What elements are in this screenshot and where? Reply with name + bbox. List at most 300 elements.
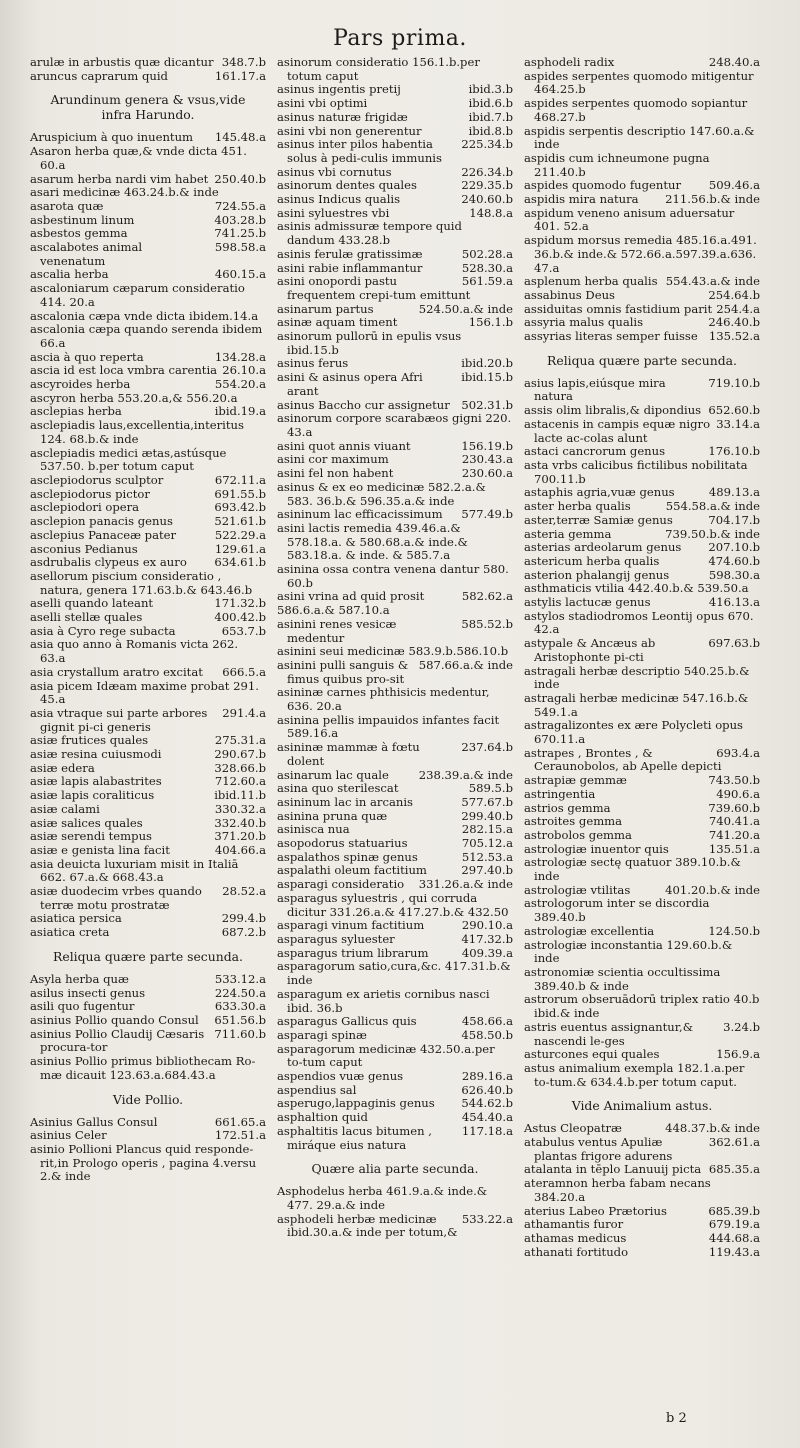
section-heading: Quære alia parte secunda. bbox=[311, 1161, 479, 1177]
entry-text: asini rabie inflammantur bbox=[277, 260, 423, 275]
index-entry bbox=[524, 500, 760, 514]
index-entry bbox=[524, 665, 760, 692]
entry-text: asia picem Idæam maxime probat 291. 45.a bbox=[30, 678, 259, 707]
entry-text: asparagorum medicinæ 432.50.a.per to-tum caput bbox=[277, 1041, 495, 1070]
entry-text: astrobolos gemma bbox=[524, 827, 632, 842]
index-entry bbox=[30, 912, 266, 926]
entry-text: asparagus syluestris , qui corruda dicitur 331.26.a.& 417.27.b.& 432.50 bbox=[277, 890, 509, 919]
index-entry bbox=[277, 796, 513, 810]
index-entry bbox=[30, 392, 266, 406]
entry-text: atalanta in tēplo Lanuuij picta bbox=[524, 1162, 702, 1177]
index-entry bbox=[30, 268, 266, 282]
entry-text: asius lapis,eiúsque mira natura bbox=[524, 375, 666, 404]
page-reference: 240.60.b bbox=[461, 192, 513, 207]
index-entry bbox=[277, 412, 513, 439]
page-reference: 176.10.b bbox=[708, 444, 760, 459]
index-entry bbox=[524, 788, 760, 802]
index-entry bbox=[30, 186, 266, 200]
index-entry bbox=[277, 125, 513, 139]
index-entry bbox=[277, 837, 513, 851]
page-reference: 589.5.b bbox=[468, 781, 513, 796]
entry-text: asinus ingentis pretij bbox=[277, 82, 401, 97]
page-reference: 129.61.a bbox=[214, 541, 266, 556]
index-entry bbox=[277, 563, 513, 590]
section-heading: Reliqua quære parte secunda. bbox=[53, 948, 243, 964]
index-column-left bbox=[30, 56, 266, 1184]
entry-text: athamantis furor bbox=[524, 1217, 624, 1232]
index-entry bbox=[30, 858, 266, 885]
index-entry bbox=[277, 1213, 513, 1240]
entry-text: asphodeli radix bbox=[524, 55, 615, 69]
page-reference: 275.31.a bbox=[214, 733, 266, 748]
entry-text: asinorum pullorū in epulis vsus ibid.15.b bbox=[277, 329, 462, 357]
page-reference: 229.35.b bbox=[461, 178, 513, 193]
index-entry bbox=[277, 248, 513, 262]
index-entry bbox=[277, 714, 513, 741]
entry-text: asinus ferus bbox=[277, 356, 349, 371]
entry-text: astacenis in campis equæ nigro lacte ac-colas alunt bbox=[524, 416, 711, 445]
entry-text: astypale & Ancæus ab Aristophonte pi-cti bbox=[524, 636, 656, 664]
entry-text: asia à Cyro rege subacta bbox=[30, 623, 176, 638]
section-heading: Arundinum genera & vsus,vide infra Harundo. bbox=[50, 92, 246, 123]
entry-text: aterius Labeo Prætorius bbox=[524, 1203, 667, 1218]
page-reference: 254.4.a bbox=[716, 301, 760, 316]
index-entry bbox=[30, 282, 266, 309]
entry-text: asinorum corpore scarabæos gigni 220. 43.a bbox=[277, 411, 512, 439]
page-reference: 705.12.a bbox=[461, 836, 513, 851]
page-reference: 332.40.b bbox=[214, 815, 266, 830]
index-entry bbox=[277, 645, 513, 659]
index-entry bbox=[524, 179, 760, 193]
index-entry bbox=[524, 514, 760, 528]
index-entry bbox=[524, 815, 760, 829]
index-entry bbox=[524, 1232, 760, 1246]
entry-text: asinina pruna quæ bbox=[277, 808, 388, 823]
index-entry bbox=[30, 378, 266, 392]
page-reference: 521.61.b bbox=[214, 514, 266, 529]
page-reference: ibid.15.b bbox=[461, 370, 513, 385]
page-reference: 502.31.b bbox=[461, 397, 513, 412]
index-entry bbox=[30, 1143, 266, 1184]
entry-text: asphaltion quid bbox=[277, 1110, 368, 1125]
index-entry bbox=[277, 1111, 513, 1125]
page-reference: 544.62.b bbox=[461, 1096, 513, 1111]
entry-text: asinæ aquam timent bbox=[277, 315, 398, 330]
page-reference: 652.60.b bbox=[708, 403, 760, 418]
entry-text: astragali herbæ descriptio 540.25.b.& inde bbox=[524, 663, 750, 692]
page-reference: 135.51.a bbox=[708, 841, 760, 856]
entry-text: asparagorum satio,cura,&c. 417.31.b.& inde bbox=[277, 959, 511, 988]
page-reference: 522.29.a bbox=[214, 527, 266, 542]
page-reference: 561.59.a bbox=[461, 274, 513, 289]
page-reference: 693.42.b bbox=[214, 500, 266, 515]
entry-text: asinus Baccho cur assignetur bbox=[277, 397, 450, 412]
entry-text: asiæ edera bbox=[30, 760, 95, 775]
entry-text: asininæ carnes phthisicis medentur, 636. 20.a bbox=[277, 685, 490, 714]
index-entry bbox=[30, 987, 266, 1001]
index-entry bbox=[30, 529, 266, 543]
entry-text: asopodorus statuarius bbox=[277, 836, 408, 851]
entry-text: asdrubalis clypeus ex auro bbox=[30, 555, 187, 570]
index-entry bbox=[524, 125, 760, 152]
index-entry bbox=[30, 666, 266, 680]
entry-text: astrologiæ inconstantia 129.60.b.& inde bbox=[524, 937, 733, 966]
index-entry bbox=[277, 357, 513, 371]
index-entry bbox=[277, 522, 513, 563]
page-reference: 598.30.a bbox=[708, 567, 760, 582]
page-reference: 297.40.b bbox=[461, 863, 513, 878]
entry-text: asini vbi non generentur bbox=[277, 123, 422, 138]
page-reference: 134.28.a bbox=[214, 349, 266, 364]
page-reference: 230.43.a bbox=[461, 452, 513, 467]
page-reference: 207.10.b bbox=[708, 540, 760, 555]
page-reference: 582.62.a bbox=[461, 589, 513, 604]
page-reference: 704.17.b bbox=[708, 512, 760, 527]
entry-text: aspidis cum ichneumone pugna 211.40.b bbox=[524, 150, 710, 179]
index-entry bbox=[524, 316, 760, 330]
index-entry bbox=[277, 508, 513, 522]
entry-text: Astus Cleopatræ bbox=[524, 1121, 622, 1136]
page-reference: 156.19.b bbox=[461, 438, 513, 453]
entry-text: assabinus Deus bbox=[524, 287, 615, 302]
index-entry bbox=[277, 1029, 513, 1043]
page-reference: 400.42.b bbox=[214, 610, 266, 625]
index-entry bbox=[524, 637, 760, 664]
index-entry bbox=[524, 541, 760, 555]
index-entry bbox=[277, 481, 513, 508]
index-entry bbox=[277, 371, 513, 398]
index-entry bbox=[30, 1055, 266, 1082]
entry-text: asparagi vinum factitium bbox=[277, 918, 425, 933]
index-entry bbox=[277, 1084, 513, 1098]
entry-text: asini syluestres vbi bbox=[277, 205, 390, 220]
page-reference: 502.28.a bbox=[461, 246, 513, 261]
index-entry bbox=[524, 445, 760, 459]
entry-text: asinus inter pilos habentia solus à pedi-culis immunis bbox=[277, 137, 442, 165]
index-entry bbox=[30, 926, 266, 940]
entry-text: asinius Celer bbox=[30, 1128, 107, 1143]
entry-text: astus animalium exempla 182.1.a.per to-tum.& 634.4.b.per totum caput. bbox=[524, 1060, 745, 1089]
index-entry bbox=[524, 569, 760, 583]
index-entry bbox=[30, 364, 266, 378]
index-entry bbox=[277, 851, 513, 865]
entry-text: aspalathos spinæ genus bbox=[277, 849, 418, 864]
index-entry bbox=[524, 70, 760, 97]
entry-text: ascalia herba bbox=[30, 267, 109, 282]
index-entry bbox=[30, 351, 266, 365]
entry-text: aspides serpentes quomodo sopiantur 468.27.b bbox=[524, 96, 748, 124]
index-entry bbox=[277, 330, 513, 357]
index-entry bbox=[277, 83, 513, 97]
page-reference: 474.60.b bbox=[708, 553, 760, 568]
index-entry bbox=[30, 145, 266, 172]
index-entry bbox=[524, 719, 760, 746]
page-reference: 685.39.b bbox=[708, 1203, 760, 1218]
entry-text: asininæ mammæ à fœtu dolent bbox=[277, 740, 420, 768]
index-entry bbox=[277, 440, 513, 454]
index-entry bbox=[277, 947, 513, 961]
entry-text: asellorum piscium consideratio , natura, genera 171.63.b.& 643.46.b bbox=[30, 568, 253, 597]
entry-text: astaphis agria,vuæ genus bbox=[524, 485, 675, 500]
page-reference: 711.60.b bbox=[214, 1026, 266, 1041]
index-entry bbox=[277, 1070, 513, 1084]
entry-text: atabulus ventus Apuliæ plantas frigore adurens bbox=[524, 1135, 673, 1163]
page-reference: ibid.8.b bbox=[468, 123, 513, 138]
page-reference: 626.40.b bbox=[461, 1082, 513, 1097]
entry-text: assyrias literas semper fuisse bbox=[524, 329, 698, 344]
index-entry bbox=[30, 56, 266, 70]
page-reference: 739.60.b bbox=[708, 800, 760, 815]
page-reference: 679.19.a bbox=[708, 1217, 760, 1232]
page-reference: 117.18.a bbox=[461, 1123, 513, 1138]
index-entry bbox=[524, 843, 760, 857]
page-reference: 225.34.b bbox=[461, 137, 513, 152]
index-entry bbox=[524, 884, 760, 898]
index-entry bbox=[277, 933, 513, 947]
index-entry bbox=[30, 200, 266, 214]
index-entry bbox=[277, 275, 513, 302]
index-entry bbox=[524, 856, 760, 883]
entry-text: astragali herbæ medicinæ 547.16.b.& 549.1.a bbox=[524, 690, 749, 719]
entry-text: asclepiadis medici ætas,astúsque 537.50. b.per totum caput bbox=[30, 445, 227, 474]
page-reference: 454.40.a bbox=[461, 1110, 513, 1125]
index-entry bbox=[30, 310, 266, 324]
index-entry bbox=[524, 404, 760, 418]
entry-text: astrapiæ gemmæ bbox=[524, 773, 627, 788]
index-entry bbox=[30, 1014, 266, 1028]
page-reference: 404.66.a bbox=[214, 842, 266, 857]
index-entry bbox=[30, 1129, 266, 1143]
index-entry bbox=[524, 1218, 760, 1232]
entry-text: asparagi consideratio bbox=[277, 877, 405, 892]
index-entry bbox=[277, 220, 513, 247]
page-reference: 740.41.a bbox=[708, 814, 760, 829]
entry-text: ascia id est loca vmbra carentia bbox=[30, 363, 218, 378]
page-reference: ibid.11.b bbox=[214, 788, 266, 803]
entry-text: astrorum obseruādorū triplex ratio 40.b ibid.& inde bbox=[524, 992, 760, 1021]
entry-text: Asaron herba quæ,& vnde dicta 451. 60.a bbox=[30, 144, 247, 172]
index-entry bbox=[277, 207, 513, 221]
page-reference: 403.28.b bbox=[214, 212, 266, 227]
page-reference: 211.56.b.& inde bbox=[665, 192, 760, 207]
entry-text: aspalathi oleum factitium bbox=[277, 863, 427, 878]
entry-text: asparagi spinæ bbox=[277, 1027, 367, 1042]
page-reference: 145.48.a bbox=[214, 130, 266, 145]
index-entry bbox=[524, 377, 760, 404]
index-entry bbox=[277, 769, 513, 783]
page-reference: 743.50.b bbox=[708, 773, 760, 788]
index-entry bbox=[524, 528, 760, 542]
page-reference: 577.49.b bbox=[461, 507, 513, 522]
entry-text: asinorum dentes quales bbox=[277, 178, 417, 193]
page-reference: 148.8.a bbox=[469, 205, 513, 220]
page-reference: 653.7.b bbox=[221, 623, 266, 638]
index-entry bbox=[277, 399, 513, 413]
page-reference: 687.2.b bbox=[221, 925, 266, 940]
entry-text: asia deuicta luxuriam misit in Italiā 662. 67.a.& 668.43.a bbox=[30, 856, 239, 885]
index-entry bbox=[524, 692, 760, 719]
index-entry bbox=[30, 173, 266, 187]
page-reference: 724.55.a bbox=[214, 198, 266, 213]
index-entry bbox=[30, 734, 266, 748]
entry-text: asinus & ex eo medicinæ 582.2.a.& 583. 36.b.& 596.35.a.& inde bbox=[277, 479, 486, 508]
entry-text: ateramnon herba fabam necans 384.20.a bbox=[524, 1176, 711, 1204]
page-reference: 719.10.b bbox=[708, 375, 760, 390]
entry-text: ascaloniarum cæparum consideratio 414. 20.a bbox=[30, 281, 245, 309]
entry-text: astrapes , Brontes , & Ceraunobolos, ab Apelle depicti bbox=[524, 745, 722, 774]
page-reference: 651.56.b bbox=[214, 1013, 266, 1027]
index-entry bbox=[524, 1163, 760, 1177]
page-reference: 135.52.a bbox=[708, 329, 760, 344]
page-reference: 741.25.b bbox=[214, 226, 266, 241]
index-entry bbox=[277, 1043, 513, 1070]
page-reference: 697.63.b bbox=[708, 636, 760, 651]
page-reference: 577.67.b bbox=[461, 794, 513, 809]
index-entry bbox=[30, 214, 266, 228]
entry-text: aspidis mira natura bbox=[524, 192, 639, 207]
signature-mark: b 2 bbox=[666, 1411, 687, 1426]
page-reference: 712.60.a bbox=[214, 774, 266, 789]
entry-text: astroites gemma bbox=[524, 814, 623, 829]
index-entry bbox=[30, 1028, 266, 1055]
index-entry bbox=[524, 925, 760, 939]
page-reference: 587.66.a.& inde bbox=[418, 657, 513, 672]
entry-text: ascalonia cæpa quando serenda ibidem 66.a bbox=[30, 322, 263, 350]
entry-text: asinis ferulæ gratissimæ bbox=[277, 246, 423, 261]
index-entry bbox=[30, 748, 266, 762]
index-entry bbox=[277, 878, 513, 892]
index-entry bbox=[30, 789, 266, 803]
entry-text: Asinius Gallus Consul bbox=[30, 1114, 158, 1129]
page-reference: 237.64.b bbox=[461, 740, 513, 755]
index-entry bbox=[277, 316, 513, 330]
index-entry bbox=[277, 919, 513, 933]
entry-text: astaci cancrorum genus bbox=[524, 444, 666, 459]
index-entry bbox=[524, 596, 760, 610]
entry-text: assis olim libralis,& dipondius bbox=[524, 403, 702, 418]
page-reference: 156.1.b bbox=[468, 315, 513, 330]
entry-text: ascyroides herba bbox=[30, 377, 131, 392]
index-entry bbox=[30, 447, 266, 474]
entry-text: asini quot annis viuant bbox=[277, 438, 411, 453]
index-entry bbox=[524, 97, 760, 124]
entry-text: asparagus syluester bbox=[277, 932, 395, 946]
index-entry bbox=[277, 467, 513, 481]
page-reference: 554.43.a.& inde bbox=[665, 274, 760, 289]
page-reference: 444.68.a bbox=[708, 1230, 760, 1245]
entry-text: asia vtraque sui parte arbores gignit pi-ci generis bbox=[30, 705, 208, 734]
index-entry bbox=[524, 1246, 760, 1260]
index-entry bbox=[30, 419, 266, 446]
index-entry bbox=[524, 275, 760, 289]
page-reference: 417.32.b bbox=[461, 932, 513, 946]
entry-text: asclepiadis laus,excellentia,interitus 124. 68.b.& inde bbox=[30, 418, 244, 446]
entry-text: asini lactis remedia 439.46.a.& 578.18.a. & 580.68.a.& inde.& 583.18.a. & inde. & 585.7.a bbox=[277, 520, 468, 563]
index-entry bbox=[30, 543, 266, 557]
entry-text: astericum herba qualis bbox=[524, 553, 660, 568]
entry-text: asinius Pollio primus bibliothecam Ro-mæ dicauit 123.63.a.684.43.a bbox=[30, 1054, 256, 1082]
page-reference: 672.11.a bbox=[214, 472, 266, 487]
entry-text: asclepiodorus sculptor bbox=[30, 472, 164, 487]
index-entry bbox=[524, 1021, 760, 1048]
index-column-right bbox=[524, 56, 760, 1259]
page-reference: 634.61.b bbox=[214, 555, 266, 570]
page-reference: 490.6.a bbox=[716, 786, 760, 801]
entry-text: astris euentus assignantur,& nascendi le-ges bbox=[524, 1019, 694, 1048]
entry-text: arulæ in arbustis quæ dicantur bbox=[30, 55, 214, 69]
index-entry bbox=[524, 1062, 760, 1089]
page-reference: 661.65.a bbox=[214, 1114, 266, 1129]
entry-text: asini cor maximum bbox=[277, 452, 389, 467]
entry-text: asiæ lapis alabastrites bbox=[30, 774, 162, 789]
index-entry bbox=[277, 960, 513, 987]
index-entry bbox=[524, 966, 760, 993]
index-entry bbox=[277, 590, 513, 604]
index-entry bbox=[524, 1136, 760, 1163]
entry-text: aspendius sal bbox=[277, 1082, 357, 1097]
page-reference: 171.32.b bbox=[214, 596, 266, 611]
index-entry bbox=[30, 474, 266, 488]
index-entry bbox=[277, 166, 513, 180]
page-reference: 524.50.a.& inde bbox=[418, 301, 513, 316]
entry-text: asterias ardeolarum genus bbox=[524, 540, 682, 555]
page-reference: 290.67.b bbox=[214, 747, 266, 762]
index-entry bbox=[30, 597, 266, 611]
entry-text: aspidum veneno anisum aduersatur 401. 52.a bbox=[524, 205, 735, 234]
entry-text: asinini pulli sanguis & fimus quibus pro-sit bbox=[277, 657, 409, 686]
entry-text: asinius Pollio Claudij Cæsaris procura-tor bbox=[30, 1026, 205, 1055]
page-reference: 172.51.a bbox=[214, 1128, 266, 1143]
entry-text: asteria gemma bbox=[524, 526, 612, 541]
index-entry bbox=[524, 56, 760, 70]
entry-text: aspides serpentes quomodo mitigentur 464.25.b bbox=[524, 68, 754, 97]
index-entry bbox=[277, 1185, 513, 1212]
entry-text: asparagum ex arietis cornibus nasci ibid. 36.b bbox=[277, 986, 490, 1015]
index-entry bbox=[524, 289, 760, 303]
page-reference: 119.43.a bbox=[708, 1244, 760, 1259]
page-reference: 371.20.b bbox=[214, 829, 266, 844]
index-entry bbox=[277, 988, 513, 1015]
entry-text: asiatica creta bbox=[30, 925, 110, 940]
page-reference: 448.37.b.& inde bbox=[665, 1121, 760, 1136]
entry-text: astragalizontes ex ære Polycleti opus 670.11.a bbox=[524, 718, 744, 747]
entry-text: asclepion panacis genus bbox=[30, 514, 173, 529]
index-entry bbox=[277, 659, 513, 686]
entry-text: asterion phalangij genus bbox=[524, 567, 670, 582]
entry-text: astylis lactucæ genus bbox=[524, 595, 651, 610]
entry-text: asini vbi optimi bbox=[277, 96, 368, 111]
index-entry bbox=[30, 556, 266, 570]
entry-text: athamas medicus bbox=[524, 1230, 627, 1245]
index-entry bbox=[30, 817, 266, 831]
index-entry bbox=[524, 1122, 760, 1136]
page-reference: ibid.20.b bbox=[461, 356, 513, 371]
entry-text: asarum herba nardi vim habet bbox=[30, 171, 209, 186]
page-reference: 460.15.a bbox=[214, 267, 266, 282]
entry-text: ascyron herba 553.20.a,& 556.20.a bbox=[30, 390, 238, 405]
entry-text: asia quo anno à Romanis victa 262. 63.a bbox=[30, 637, 239, 666]
index-entry bbox=[277, 1125, 513, 1152]
index-entry bbox=[30, 830, 266, 844]
page-reference: ibid.6.b bbox=[468, 96, 513, 111]
index-entry bbox=[524, 993, 760, 1020]
section-heading: Vide Animalium astus. bbox=[571, 1098, 713, 1114]
page-reference: 282.15.a bbox=[461, 822, 513, 837]
entry-text: asinarum lac quale bbox=[277, 767, 389, 782]
entry-text: asinis admissuræ tempore quid dandum 433.28.b bbox=[277, 219, 462, 248]
index-entry bbox=[524, 459, 760, 486]
index-entry bbox=[277, 1015, 513, 1029]
